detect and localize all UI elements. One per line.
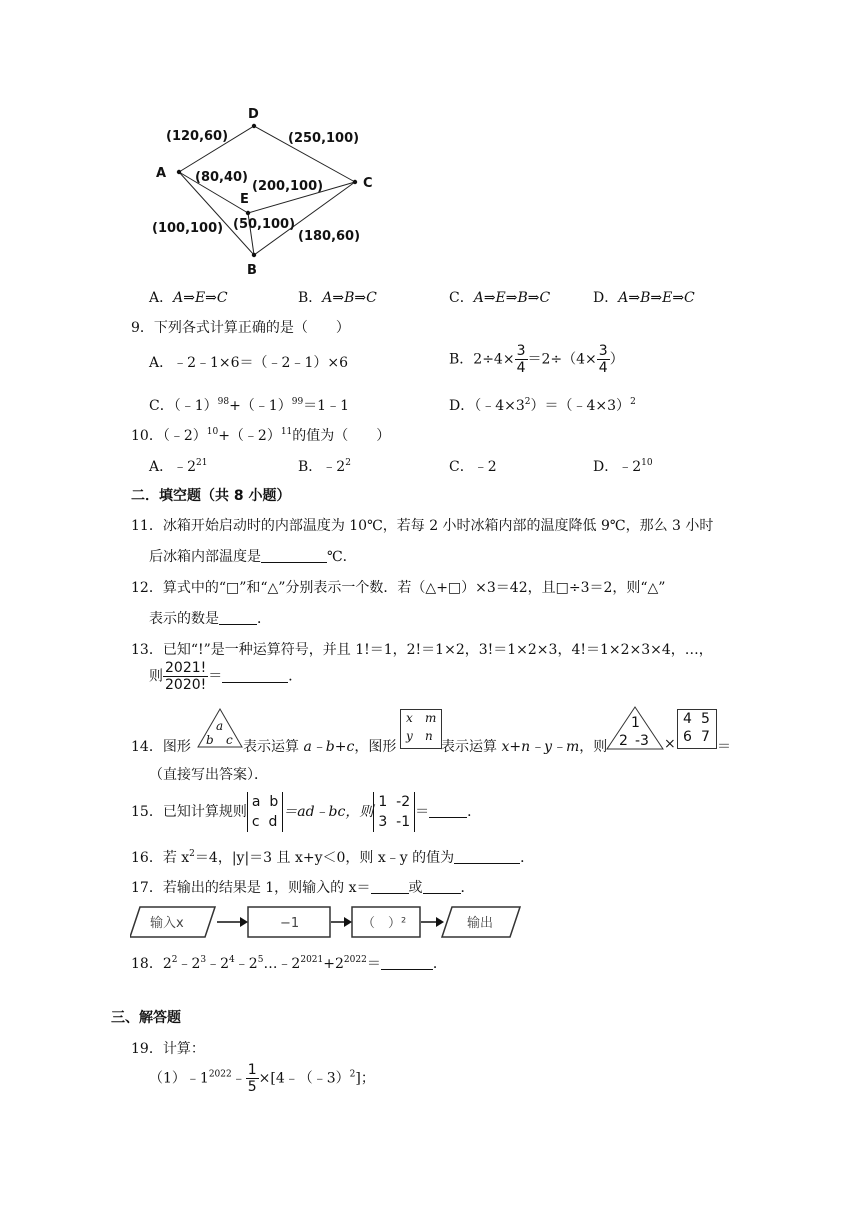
section-2-title: 二．填空题（共 8 小题） <box>131 488 291 504</box>
edge-EC: (200,100) <box>252 179 324 194</box>
q11-line2: 后冰箱内部温度是 ℃． <box>149 549 357 565</box>
q9-stem: 9．下列各式计算正确的是（ ） <box>131 320 350 336</box>
section-3-title: 三、解答题 <box>111 1010 181 1026</box>
node-B: B <box>247 263 257 278</box>
q14-eq: ＝ <box>717 739 731 755</box>
edge-BC: (180,60) <box>298 229 361 244</box>
q9-option-a: A．﹣2﹣1×6＝（﹣2﹣1）×6 <box>149 355 349 371</box>
square-example: 4 5 6 7 <box>677 709 717 749</box>
q18: 18．$2^2﹣2^3﹣2^4﹣2^5\dots﹣2^{2021}+2^{2022}=$ ． <box>131 955 447 972</box>
matrix-example: 1 -2 3 -1 <box>373 792 415 832</box>
q9-option-b: B．2÷4× $\frac{3}{4}$ ＝2÷（4× $\frac{3}{4}$ ） <box>449 343 624 376</box>
q14-pre: 14．图形 <box>131 739 191 755</box>
node-D: D <box>248 107 259 122</box>
q17: 17．若输出的结果是 1，则输入的 x＝ 或 ． <box>131 880 475 896</box>
triangle-operator <box>196 707 244 749</box>
q10-option-d: D．$﹣2^{10}$ <box>593 458 653 475</box>
q11-line1: 11．冰箱开始启动时的内部温度为 10℃，若每 2 小时冰箱内部的温度降低 9℃，那么 3 小时 <box>131 518 714 534</box>
svg-text:-3: -3 <box>635 733 649 749</box>
q8-option-d: D．A⇒B⇒E⇒C <box>593 290 695 306</box>
flow-square: （ ）² <box>362 916 407 931</box>
q14-text1: 表示运算 a﹣b+c，图形 <box>243 739 397 755</box>
q9-option-d: D．$(﹣4\times 3^2)=(﹣4\times 3)^2$ <box>449 397 636 414</box>
edge-AB: (100,100) <box>152 221 224 236</box>
q10-stem: 10．（﹣2）$^{10}$+（﹣2）$^{11}$的值为（ ） <box>131 427 391 444</box>
flowchart <box>130 904 530 940</box>
q13-line2: 则 $\frac{2021!}{2020!}$ ＝ ． <box>149 660 303 693</box>
q13-line1: 13．已知“!”是一种运算符号，并且 1!＝1，2!＝1×2，3!＝1×2×3，4!＝1×2×3×4，…， <box>131 642 713 658</box>
q12-line2: 表示的数是 ． <box>149 611 271 627</box>
flow-minus: −1 <box>280 916 300 931</box>
q10-option-b: B．$﹣2^2$ <box>298 458 351 475</box>
svg-text:2: 2 <box>619 733 628 749</box>
node-E: E <box>240 192 249 207</box>
route-diagram <box>140 95 400 285</box>
flow-input: 输入x <box>150 916 184 931</box>
q14-text2: 表示运算 x+n﹣y﹣m，则 <box>441 739 608 755</box>
q8-option-b: B．A⇒B⇒C <box>298 290 377 306</box>
edge-AE: (80,40) <box>195 170 249 185</box>
q10-option-c: C．﹣2 <box>449 459 497 475</box>
triangle-example <box>605 705 665 751</box>
flow-output: 输出 <box>467 916 494 931</box>
q10-option-a: A．$﹣2^{21}$ <box>149 458 208 475</box>
q19-part1: $(1)﹣1^{2022}﹣$ $\frac{1}{5}$ ×[4﹣（﹣3）$^2$]； <box>149 1062 375 1095</box>
q8-option-a: A．A⇒E⇒C <box>149 290 228 306</box>
q8-option-c: C．A⇒E⇒B⇒C <box>449 290 551 306</box>
q15: 15．已知计算规则a b c d＝ad﹣bc，则1 -2 3 -1＝ ． <box>131 794 482 830</box>
q9-option-c: C．（﹣1）$^{98}$+（﹣1）$^{99}$＝1﹣1 <box>149 397 349 414</box>
svg-text:c: c <box>226 733 233 747</box>
q16: 16．若 $x^2=4$，|y|＝3 且 x+y＜0，则 x﹣y 的值为 ． <box>131 849 535 866</box>
edge-DC: (250,100) <box>288 131 360 146</box>
svg-text:a: a <box>216 719 224 733</box>
square-operator: x m y n <box>400 709 442 749</box>
edge-EB: (50,100) <box>233 217 296 232</box>
q12-line1: 12．算式中的“□”和“△”分别表示一个数．若（△+□）×3＝42，且□÷3＝2，则“△” <box>131 580 666 596</box>
svg-text:1: 1 <box>631 715 640 731</box>
svg-text:b: b <box>206 733 214 747</box>
node-A: A <box>156 166 167 181</box>
q14-line2: （直接写出答案）． <box>149 767 268 783</box>
matrix-rule: a b c d <box>247 792 283 832</box>
q14-times: × <box>664 736 676 752</box>
node-C: C <box>363 176 373 191</box>
edge-AD: (120,60) <box>166 129 229 144</box>
q19-stem: 19．计算： <box>131 1041 205 1057</box>
